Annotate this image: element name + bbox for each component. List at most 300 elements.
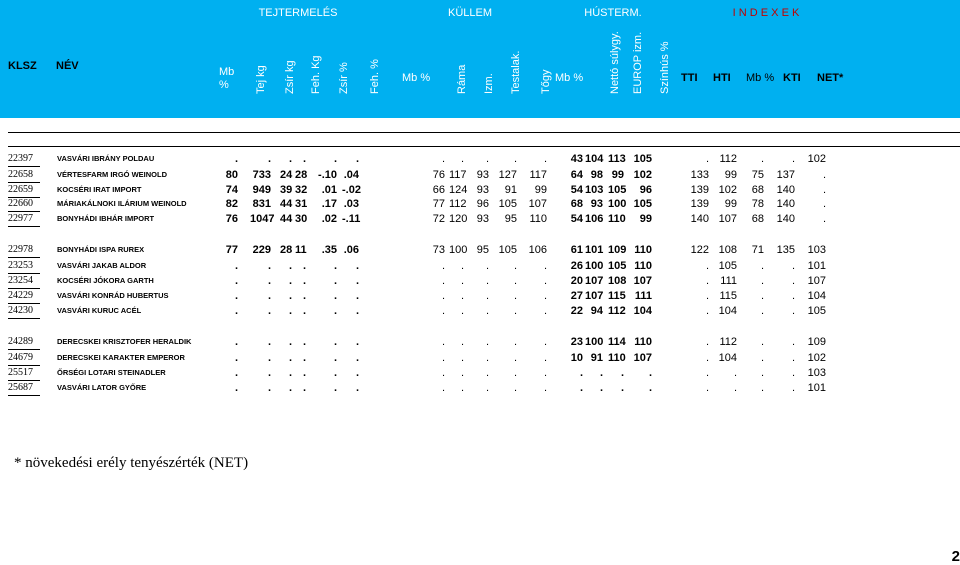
header-feh-kg: Feh. Kg [310, 55, 322, 94]
tejtermeles-cell: . [355, 367, 359, 379]
kullem-cell: 91 [504, 184, 517, 196]
tejtermeles-cell: .02 [321, 213, 337, 225]
kullem-cell: . [485, 305, 489, 317]
index-cell: 68 [751, 184, 764, 196]
tejtermeles-cell: 831 [252, 198, 271, 210]
husterm-cell: 104 [633, 305, 652, 317]
index-cell: 102 [807, 153, 826, 165]
kullem-cell: 107 [528, 198, 547, 210]
row-name: VASVÁRI LATOR GYŐRE [57, 383, 147, 392]
kullem-cell: 95 [476, 244, 489, 256]
husterm-cell: 107 [633, 275, 652, 287]
index-cell: 75 [751, 169, 764, 181]
kullem-cell: 117 [449, 169, 467, 181]
row-klsz: 24679 [8, 352, 33, 363]
index-cell: 104 [718, 352, 737, 364]
husterm-cell: 22 [570, 305, 583, 317]
row-name: VASVÁRI JAKAB ALDOR [57, 261, 147, 270]
index-cell: . [791, 275, 795, 287]
table-header [0, 0, 960, 118]
kullem-cell: . [441, 305, 445, 317]
tejtermeles-cell: . [355, 352, 359, 364]
tejtermeles-cell: . [288, 275, 292, 287]
husterm-cell: 64 [570, 169, 583, 181]
kullem-cell: . [543, 305, 547, 317]
kullem-cell: 127 [498, 169, 517, 181]
tejtermeles-cell: .01 [321, 184, 337, 196]
row-name: BONYHÁDI IBHÁR IMPORT [57, 214, 155, 223]
husterm-cell: 110 [634, 260, 652, 272]
tejtermeles-cell: . [302, 260, 306, 272]
index-cell: 99 [724, 198, 737, 210]
index-cell: 101 [807, 260, 826, 272]
index-cell: 112 [719, 336, 737, 348]
tejtermeles-cell: . [288, 260, 292, 272]
tejtermeles-cell: 76 [225, 213, 238, 225]
husterm-cell: . [620, 367, 624, 379]
tejtermeles-cell: . [333, 153, 337, 165]
index-cell: 102 [807, 352, 826, 364]
kullem-cell: . [441, 153, 445, 165]
tejtermeles-cell: .03 [343, 198, 359, 210]
index-cell: 137 [776, 169, 795, 181]
husterm-cell: . [648, 367, 652, 379]
tejtermeles-cell: 44 [280, 198, 293, 210]
husterm-cell: 96 [639, 184, 652, 196]
tejtermeles-cell: . [288, 305, 292, 317]
row-name: KOCSÉRI JÓKORA GARTH [57, 276, 154, 285]
kullem-cell: . [460, 352, 464, 364]
index-cell: . [791, 382, 795, 394]
tejtermeles-cell: -.02 [342, 184, 361, 196]
index-cell: . [760, 290, 764, 302]
kullem-cell: 93 [476, 213, 489, 225]
husterm-cell: 107 [585, 290, 604, 302]
index-cell: . [760, 153, 764, 165]
tejtermeles-cell: 77 [225, 244, 238, 256]
index-cell: . [705, 260, 709, 272]
husterm-cell: 27 [570, 290, 583, 302]
tejtermeles-cell: . [302, 336, 306, 348]
husterm-cell: 94 [590, 305, 603, 317]
header-net: NET* [817, 72, 844, 84]
kullem-cell: . [485, 290, 489, 302]
husterm-cell: 101 [585, 244, 604, 256]
tejtermeles-cell: 31 [295, 198, 308, 210]
index-cell: 99 [724, 169, 737, 181]
index-cell: . [760, 367, 764, 379]
row-klsz: 22977 [8, 213, 33, 224]
husterm-cell: 99 [611, 169, 624, 181]
tejtermeles-cell: . [267, 290, 271, 302]
index-cell: 102 [718, 184, 737, 196]
kullem-cell: . [543, 352, 547, 364]
klsz-underline [8, 226, 40, 227]
kullem-cell: 72 [432, 213, 445, 225]
index-cell: . [705, 290, 709, 302]
tejtermeles-cell: .17 [321, 198, 337, 210]
row-klsz: 24229 [8, 290, 33, 301]
tejtermeles-cell: . [234, 367, 238, 379]
group-indexek: I N D E X E K [732, 7, 800, 19]
tejtermeles-cell: . [333, 260, 337, 272]
index-cell: . [705, 336, 709, 348]
husterm-cell: 54 [570, 184, 583, 196]
index-cell: . [791, 336, 795, 348]
row-name: DERECSKEI KARAKTER EMPEROR [57, 353, 185, 362]
tejtermeles-cell: 949 [252, 184, 271, 196]
tejtermeles-cell: . [234, 305, 238, 317]
index-cell: 105 [718, 260, 737, 272]
kullem-cell: . [513, 153, 517, 165]
index-cell: 104 [807, 290, 826, 302]
kullem-cell: . [460, 382, 464, 394]
husterm-cell: 98 [590, 169, 603, 181]
tejtermeles-cell: . [333, 352, 337, 364]
husterm-cell: 107 [585, 275, 604, 287]
index-cell: . [822, 169, 826, 181]
tejtermeles-cell: . [333, 290, 337, 302]
header-tej-kg: Tej kg [255, 65, 267, 94]
index-cell: 140 [690, 213, 709, 225]
index-cell: . [791, 352, 795, 364]
kullem-cell: 120 [449, 213, 468, 225]
header-feh-pct: Feh. % [369, 59, 381, 94]
index-cell: . [822, 213, 826, 225]
husterm-cell: . [620, 382, 624, 394]
tejtermeles-cell: . [288, 367, 292, 379]
kullem-cell: . [485, 336, 489, 348]
tejtermeles-cell: 39 [280, 184, 293, 196]
husterm-cell: 107 [633, 352, 652, 364]
index-cell: . [705, 367, 709, 379]
index-cell: 107 [807, 275, 826, 287]
index-cell: 135 [776, 244, 795, 256]
index-cell: . [760, 336, 764, 348]
index-cell: . [791, 290, 795, 302]
husterm-cell: 26 [570, 260, 583, 272]
tejtermeles-cell: . [234, 290, 238, 302]
tejtermeles-cell: . [355, 153, 359, 165]
index-cell: 105 [807, 305, 826, 317]
row-klsz: 22397 [8, 153, 33, 164]
kullem-cell: . [513, 260, 517, 272]
tejtermeles-cell: . [234, 275, 238, 287]
index-cell: . [705, 382, 709, 394]
tejtermeles-cell: . [267, 260, 271, 272]
index-cell: . [760, 260, 764, 272]
kullem-cell: . [543, 367, 547, 379]
husterm-cell: 110 [608, 213, 626, 225]
kullem-cell: 99 [534, 184, 547, 196]
kullem-cell: . [513, 305, 517, 317]
kullem-cell: . [460, 153, 464, 165]
kullem-cell: . [513, 275, 517, 287]
husterm-cell: 110 [634, 244, 652, 256]
index-cell: 115 [719, 290, 737, 302]
tejtermeles-cell: 30 [295, 213, 308, 225]
tejtermeles-cell: . [355, 305, 359, 317]
husterm-cell: . [648, 382, 652, 394]
tejtermeles-cell: . [267, 367, 271, 379]
tejtermeles-cell: . [267, 382, 271, 394]
row-klsz: 22978 [8, 244, 33, 255]
tejtermeles-cell: . [288, 352, 292, 364]
index-cell: 122 [690, 244, 709, 256]
kullem-cell: . [543, 260, 547, 272]
tejtermeles-cell: . [267, 305, 271, 317]
row-name: VÉRTESFARM IRGÓ WEINOLD [57, 170, 168, 179]
header-togy: Tőgy [540, 69, 552, 94]
tejtermeles-cell: -.11 [342, 213, 361, 225]
kullem-cell: 100 [449, 244, 468, 256]
index-cell: 139 [690, 198, 709, 210]
row-name: ŐRSÉGI LOTARI STEINADLER [57, 368, 166, 377]
kullem-cell: . [543, 290, 547, 302]
tejtermeles-cell: . [333, 275, 337, 287]
kullem-cell: . [460, 336, 464, 348]
header-zsir-kg: Zsír kg [284, 60, 296, 94]
index-cell: . [705, 352, 709, 364]
husterm-cell: 20 [570, 275, 583, 287]
kullem-cell: . [441, 336, 445, 348]
kullem-cell: . [543, 275, 547, 287]
index-cell: . [791, 153, 795, 165]
header-tti: TTI [681, 72, 698, 84]
husterm-cell: 100 [608, 198, 627, 210]
table-row [0, 379, 960, 397]
husterm-cell: 115 [608, 290, 626, 302]
row-name: VASVÁRI IBRÁNY POLDAU [57, 154, 155, 163]
kullem-cell: . [441, 290, 445, 302]
husterm-cell: 100 [585, 336, 604, 348]
tejtermeles-cell: . [355, 290, 359, 302]
tejtermeles-cell: .35 [321, 244, 337, 256]
husterm-cell: 110 [608, 352, 626, 364]
tejtermeles-cell: . [267, 275, 271, 287]
kullem-cell: . [543, 382, 547, 394]
kullem-cell: . [441, 367, 445, 379]
tejtermeles-cell: . [267, 336, 271, 348]
kullem-cell: 112 [449, 198, 467, 210]
tejtermeles-cell: . [302, 275, 306, 287]
kullem-cell: 95 [504, 213, 517, 225]
kullem-cell: . [485, 382, 489, 394]
kullem-cell: . [513, 367, 517, 379]
husterm-cell: 102 [633, 169, 652, 181]
kullem-cell: . [485, 352, 489, 364]
husterm-cell: 99 [639, 213, 652, 225]
husterm-cell: 105 [608, 184, 627, 196]
husterm-cell: 23 [570, 336, 583, 348]
klsz-underline [8, 318, 40, 319]
tejtermeles-cell: . [302, 367, 306, 379]
index-cell: . [822, 198, 826, 210]
tejtermeles-cell: .04 [343, 169, 359, 181]
tejtermeles-cell: . [234, 382, 238, 394]
kullem-cell: 76 [432, 169, 445, 181]
husterm-cell: 10 [570, 352, 583, 364]
kullem-cell: 117 [529, 169, 547, 181]
row-klsz: 22660 [8, 198, 33, 209]
group-husterm: HÚSTERM. [584, 7, 642, 19]
tejtermeles-cell: . [288, 336, 292, 348]
index-cell: . [791, 367, 795, 379]
tejtermeles-cell: 44 [280, 213, 293, 225]
index-cell: . [822, 184, 826, 196]
husterm-cell: 68 [570, 198, 583, 210]
index-cell: . [705, 153, 709, 165]
tejtermeles-cell: 80 [225, 169, 238, 181]
tejtermeles-cell: 74 [225, 184, 238, 196]
index-cell: 140 [776, 198, 795, 210]
group-tejtermeles: TEJTERMELÉS [258, 7, 338, 19]
index-cell: 68 [751, 213, 764, 225]
husterm-cell: 105 [633, 198, 652, 210]
tejtermeles-cell: . [288, 153, 292, 165]
kullem-cell: . [485, 275, 489, 287]
tejtermeles-cell: . [267, 352, 271, 364]
tejtermeles-cell: 11 [295, 244, 307, 256]
kullem-cell: 73 [432, 244, 445, 256]
tejtermeles-cell: . [234, 260, 238, 272]
tejtermeles-cell: . [302, 290, 306, 302]
tejtermeles-cell: . [302, 153, 306, 165]
header-netto-sulygy: Nettó súlygy. [609, 31, 621, 94]
tejtermeles-cell: . [355, 275, 359, 287]
husterm-cell: . [579, 382, 583, 394]
kullem-cell: . [460, 305, 464, 317]
index-cell: 103 [807, 367, 826, 379]
husterm-cell: 105 [633, 153, 652, 165]
row-name: DERECSKEI KRISZTOFER HERALDIK [57, 337, 192, 346]
husterm-cell: . [599, 367, 603, 379]
row-klsz: 23254 [8, 275, 33, 286]
husterm-cell: 108 [608, 275, 627, 287]
index-cell: . [760, 352, 764, 364]
row-klsz: 25517 [8, 367, 33, 378]
husterm-cell: 114 [608, 336, 626, 348]
husterm-cell: 100 [585, 260, 604, 272]
divider [8, 132, 960, 133]
row-klsz: 24230 [8, 305, 33, 316]
kullem-cell: 105 [498, 198, 517, 210]
page-number: 2 [951, 548, 960, 565]
kullem-cell: 77 [432, 198, 445, 210]
tejtermeles-cell: -.10 [318, 169, 337, 181]
husterm-cell: 113 [608, 153, 626, 165]
header-rama: Ráma [456, 64, 468, 94]
husterm-cell: . [599, 382, 603, 394]
header-klsz: KLSZ [8, 60, 37, 72]
tejtermeles-cell: . [302, 352, 306, 364]
husterm-cell: 54 [570, 213, 583, 225]
tejtermeles-cell: 28 [280, 244, 293, 256]
index-cell: . [705, 275, 709, 287]
husterm-cell: 105 [608, 260, 627, 272]
tejtermeles-cell: 82 [225, 198, 238, 210]
tejtermeles-cell: . [333, 367, 337, 379]
index-cell: 103 [807, 244, 826, 256]
kullem-cell: . [460, 275, 464, 287]
index-cell: 104 [718, 305, 737, 317]
index-cell: . [791, 305, 795, 317]
index-cell: . [760, 275, 764, 287]
row-name: MÁRIAKÁLNOKI ILÁRIUM WEINOLD [57, 199, 187, 208]
kullem-cell: . [485, 367, 489, 379]
husterm-cell: 110 [634, 336, 652, 348]
footnote: * növekedési erély tenyészérték (NET) [14, 455, 249, 471]
header-mb-pct-3: Mb % [555, 72, 584, 84]
header-mb-pct-1: Mb % [219, 66, 235, 91]
tejtermeles-cell: . [333, 305, 337, 317]
index-cell: 101 [807, 382, 826, 394]
kullem-cell: . [485, 260, 489, 272]
index-cell: . [733, 367, 737, 379]
tejtermeles-cell: . [288, 382, 292, 394]
husterm-cell: 104 [585, 153, 604, 165]
kullem-cell: . [460, 260, 464, 272]
tejtermeles-cell: . [267, 153, 271, 165]
kullem-cell: . [460, 367, 464, 379]
header-szinhus-pct: Színhús % [659, 41, 671, 94]
index-cell: 107 [718, 213, 737, 225]
tejtermeles-cell: . [234, 352, 238, 364]
header-zsir-pct: Zsír % [338, 62, 350, 94]
tejtermeles-cell: 24 [280, 169, 293, 181]
row-klsz: 25687 [8, 382, 33, 393]
tejtermeles-cell: . [333, 336, 337, 348]
kullem-cell: . [543, 153, 547, 165]
husterm-cell: 103 [585, 184, 604, 196]
kullem-cell: 110 [529, 213, 547, 225]
kullem-cell: . [485, 153, 489, 165]
husterm-cell: 109 [608, 244, 627, 256]
divider [8, 146, 960, 147]
husterm-cell: . [579, 367, 583, 379]
header-testalak: Testalak. [510, 50, 522, 94]
header-mb-pct-4: Mb % [746, 72, 775, 84]
index-cell: . [733, 382, 737, 394]
tejtermeles-cell: . [288, 290, 292, 302]
table-row [0, 302, 960, 320]
kullem-cell: . [513, 290, 517, 302]
kullem-cell: . [460, 290, 464, 302]
row-name: KOCSÉRI IRAT IMPORT [57, 185, 142, 194]
tejtermeles-cell: 733 [252, 169, 271, 181]
tejtermeles-cell: 28 [295, 169, 308, 181]
tejtermeles-cell: 32 [295, 184, 308, 196]
index-cell: 109 [807, 336, 826, 348]
index-cell: . [760, 382, 764, 394]
kullem-cell: . [441, 275, 445, 287]
husterm-cell: 93 [590, 198, 603, 210]
tejtermeles-cell: . [333, 382, 337, 394]
husterm-cell: 111 [634, 290, 652, 302]
tejtermeles-cell: . [355, 260, 359, 272]
kullem-cell: . [441, 382, 445, 394]
tejtermeles-cell: .06 [343, 244, 359, 256]
kullem-cell: 96 [476, 198, 489, 210]
index-cell: 112 [719, 153, 737, 165]
tejtermeles-cell: . [234, 153, 238, 165]
group-kullem: KÜLLEM [447, 7, 493, 19]
tejtermeles-cell: . [302, 305, 306, 317]
index-cell: . [760, 305, 764, 317]
husterm-cell: 43 [570, 153, 583, 165]
row-klsz: 22658 [8, 169, 33, 180]
index-cell: 78 [751, 198, 764, 210]
